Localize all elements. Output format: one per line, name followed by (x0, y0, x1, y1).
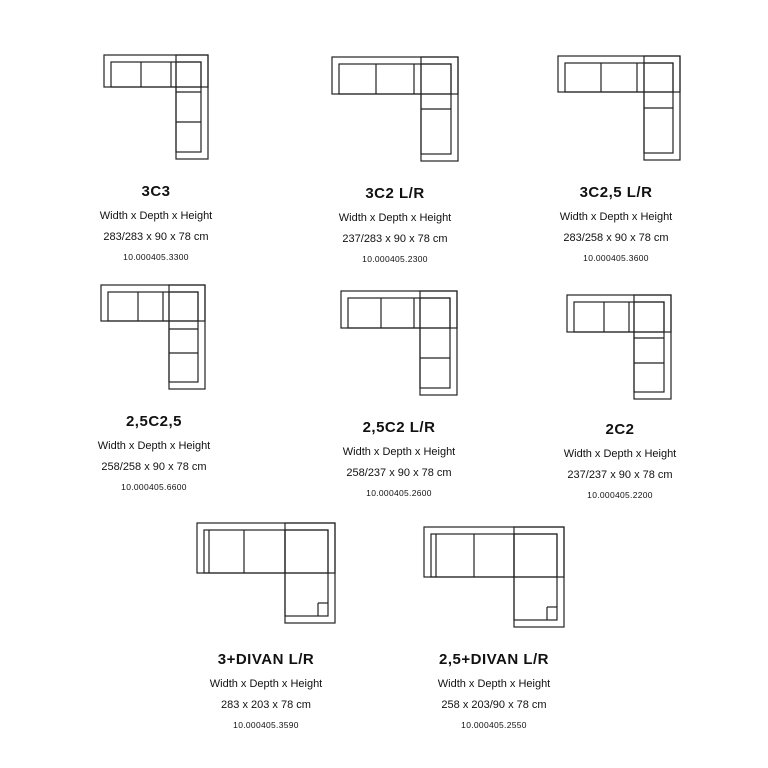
model-dimensions: 283 x 203 x 78 cm (221, 699, 311, 711)
model-code: 10.000405.3600 (583, 253, 649, 263)
model-dimensions: 258/258 x 90 x 78 cm (101, 461, 207, 473)
sofa-diagram-3-divan (197, 523, 335, 623)
dimension-label: Width x Depth x Height (559, 211, 673, 223)
dimension-label: Width x Depth x Height (563, 448, 677, 460)
dimension-label: Width x Depth x Height (99, 210, 213, 222)
model-dimensions: 258 x 203/90 x 78 cm (441, 699, 547, 711)
sofa-diagram-25c25 (101, 285, 205, 389)
sofa-diagram-3c25 (558, 56, 680, 160)
model-caption-3-divan (166, 651, 366, 731)
model-caption-25-divan (394, 651, 594, 731)
sofa-diagram-3c2 (332, 57, 458, 161)
model-name: 2,5C2,5 (125, 413, 183, 430)
sofa-diagram-25-divan (424, 527, 564, 627)
dimension-label: Width x Depth x Height (97, 440, 211, 452)
model-dimensions: 283/258 x 90 x 78 cm (563, 232, 669, 244)
dimension-label: Width x Depth x Height (342, 446, 456, 458)
model-code: 10.000405.6600 (121, 482, 187, 492)
model-name: 3C2,5 L/R (579, 184, 653, 201)
dimension-label: Width x Depth x Height (338, 212, 452, 224)
model-caption-2c2 (520, 421, 720, 501)
model-dimensions: 258/237 x 90 x 78 cm (346, 467, 452, 479)
dimension-label: Width x Depth x Height (209, 678, 323, 690)
model-dimensions: 283/283 x 90 x 78 cm (103, 231, 209, 243)
model-caption-3c25 (516, 184, 716, 264)
sofa-diagram-25c2 (341, 291, 457, 395)
model-code: 10.000405.2200 (587, 490, 653, 500)
model-code: 10.000405.3590 (233, 720, 299, 730)
model-name: 2,5+DIVAN L/R (439, 651, 549, 668)
model-name: 3C3 (141, 183, 171, 200)
model-dimensions: 237/283 x 90 x 78 cm (342, 233, 448, 245)
model-caption-25c2 (299, 419, 499, 499)
sofa-diagram-2c2 (567, 295, 671, 399)
model-caption-25c25 (54, 413, 254, 493)
model-code: 10.000405.2550 (461, 720, 527, 730)
dimension-label: Width x Depth x Height (437, 678, 551, 690)
model-code: 10.000405.2600 (366, 488, 432, 498)
model-name: 2C2 (605, 421, 635, 438)
sofa-diagram-3c3 (104, 55, 208, 159)
model-code: 10.000405.2300 (362, 254, 428, 264)
model-caption-3c3 (56, 183, 256, 263)
model-dimensions: 237/237 x 90 x 78 cm (567, 469, 673, 481)
model-name: 3C2 L/R (365, 185, 425, 202)
model-code: 10.000405.3300 (123, 252, 189, 262)
model-name: 3+DIVAN L/R (217, 651, 315, 668)
model-caption-3c2 (295, 185, 495, 265)
model-name: 2,5C2 L/R (362, 419, 436, 436)
